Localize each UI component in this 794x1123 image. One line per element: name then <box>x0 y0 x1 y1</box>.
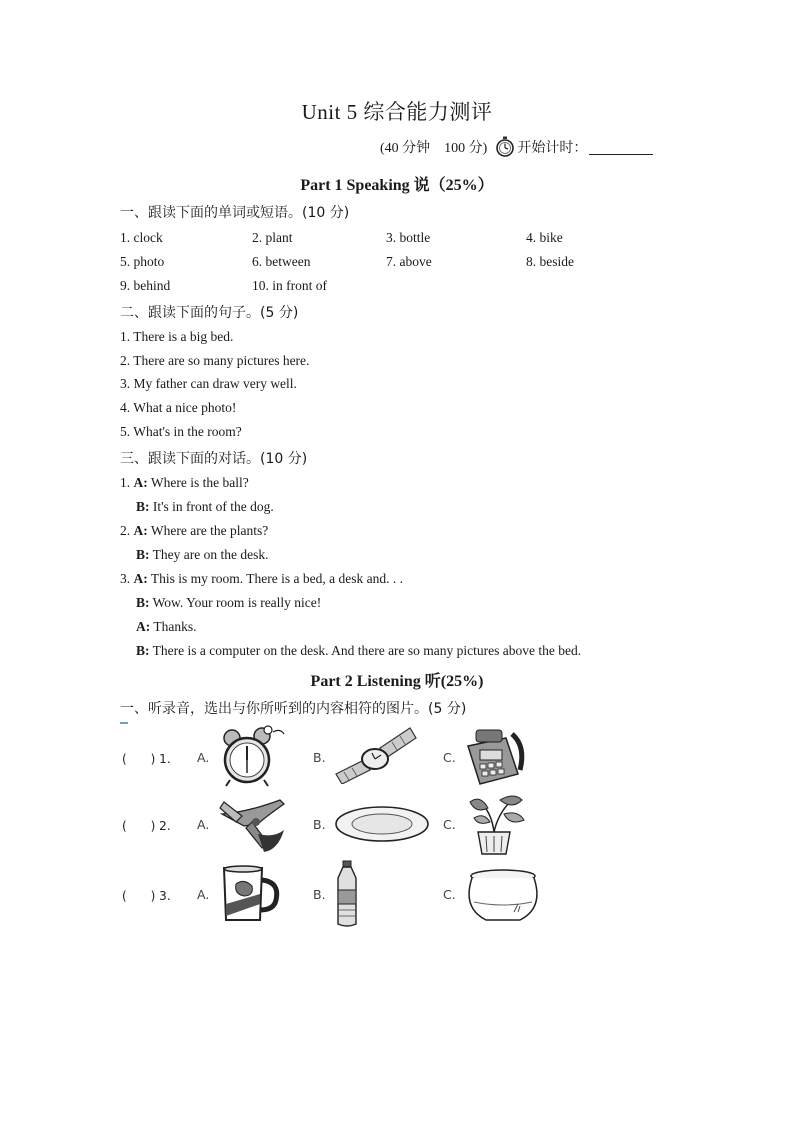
dialog-number: 1. <box>120 475 131 490</box>
sentence-item: 2. There are so many pictures here. <box>120 353 310 368</box>
part2-title: Part 2 Listening 听(25%) <box>310 673 484 690</box>
option-label: C. <box>443 887 456 902</box>
option-label: A. <box>197 750 210 765</box>
potted-plant-icon[interactable] <box>464 792 526 856</box>
option-label: A. <box>197 817 210 832</box>
part1-sec3-heading: 三、跟读下面的对话。(10 分) <box>120 451 308 467</box>
word-item: 3. bottle <box>386 230 431 245</box>
word-item: 2. plant <box>252 230 293 245</box>
blue-mark <box>120 722 128 724</box>
option-label: C. <box>443 817 456 832</box>
dialog-line <box>120 475 249 491</box>
word-item: 5. photo <box>120 254 165 269</box>
sentence-item: 1. There is a big bed. <box>120 329 234 344</box>
timer-label: 开始计时： <box>517 141 588 156</box>
dialog-line <box>136 547 268 563</box>
dialog-line <box>120 523 268 539</box>
word-item: 9. behind <box>120 278 171 293</box>
airplane-icon[interactable] <box>218 794 288 854</box>
dialog-speaker: B: <box>136 595 150 610</box>
word-item: 10. in front of <box>252 278 327 293</box>
dialog-line <box>136 499 274 515</box>
word-item: 4. bike <box>526 230 563 245</box>
timer-line <box>380 136 653 158</box>
part1-sec1-heading: 一、跟读下面的单词或短语。(10 分) <box>120 205 350 221</box>
option-label: A. <box>197 887 210 902</box>
dialog-text: Thanks. <box>153 619 197 634</box>
part1-title: Part 1 Speaking 说（25%） <box>300 177 494 194</box>
plate-icon[interactable] <box>334 804 430 844</box>
question-prefix: ( ) 3. <box>122 889 171 903</box>
sentence-item: 5. What's in the room? <box>120 424 242 439</box>
dialog-line <box>120 571 403 587</box>
word-item: 8. beside <box>526 254 574 269</box>
word-item: 7. above <box>386 254 432 269</box>
dialog-speaker: B: <box>136 499 150 514</box>
question-prefix: ( ) 2. <box>122 819 171 833</box>
dialog-speaker: A: <box>133 571 148 586</box>
page-title: Unit 5 综合能力测评 <box>301 100 493 124</box>
dialog-number: 3. <box>120 571 131 586</box>
word-item: 1. clock <box>120 230 163 245</box>
option-label: B. <box>313 887 326 902</box>
dialog-text: This is my room. There is a bed, a desk and. . . <box>150 571 403 586</box>
stopwatch-icon <box>495 136 515 158</box>
word-item: 6. between <box>252 254 311 269</box>
option-label: B. <box>313 750 326 765</box>
sentence-item: 4. What a nice photo! <box>120 400 237 415</box>
total-score: 100 分) <box>444 141 488 156</box>
dialog-text: Where are the plants? <box>150 523 269 538</box>
option-label: C. <box>443 750 456 765</box>
dialog-speaker: A: <box>136 619 151 634</box>
telephone-icon[interactable] <box>462 726 528 788</box>
dialog-text: There is a computer on the desk. And there are so many pictures above the bed. <box>152 643 582 658</box>
question-prefix: ( ) 1. <box>122 752 171 766</box>
dialog-text: Wow. Your room is really nice! <box>152 595 322 610</box>
dialog-speaker: A: <box>133 475 148 490</box>
part2-sec1-heading: 一、听录音，选出与你所听到的内容相符的图片。(5 分) <box>120 701 467 717</box>
dialog-speaker: B: <box>136 547 150 562</box>
dialog-line <box>136 595 321 611</box>
bottle-icon[interactable] <box>334 860 360 928</box>
alarm-clock-icon[interactable] <box>218 724 288 788</box>
timer-blank[interactable] <box>589 140 653 155</box>
dialog-speaker: B: <box>136 643 150 658</box>
sentence-item: 3. My father can draw very well. <box>120 376 297 391</box>
part1-sec2-heading: 二、跟读下面的句子。(5 分) <box>120 305 299 321</box>
fish-bowl-icon[interactable] <box>464 868 542 922</box>
dialog-speaker: A: <box>133 523 148 538</box>
dialog-number: 2. <box>120 523 131 538</box>
time-limit: (40 分钟 <box>380 141 431 156</box>
option-label: B. <box>313 817 326 832</box>
dialog-line <box>136 643 581 659</box>
wristwatch-icon[interactable] <box>334 726 418 784</box>
dialog-text: Where is the ball? <box>150 475 249 490</box>
dialog-text: They are on the desk. <box>152 547 269 562</box>
mug-icon[interactable] <box>220 864 282 924</box>
dialog-line <box>136 619 197 635</box>
dialog-text: It's in front of the dog. <box>152 499 274 514</box>
